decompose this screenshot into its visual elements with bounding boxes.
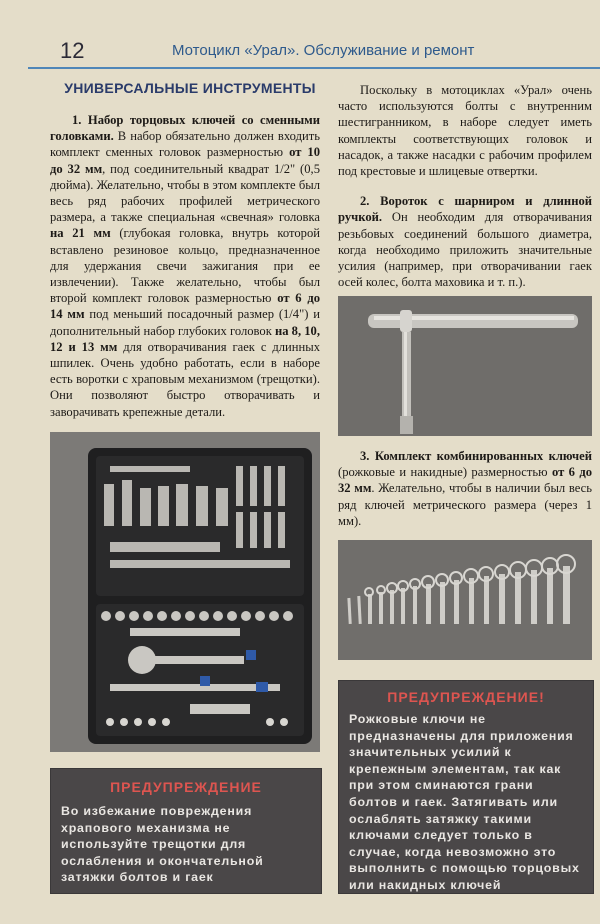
right-warning-text: Рожковые ключи не предназначены для приложения значительных усилий к крепежным элементам, так как при этом сминаются грани болтов и гаек. Затягивать или ослаблять затяжку такими ключами следует только в случае, когда невозможно это выполнить с помощью торцовых или накидных ключей: [349, 712, 580, 892]
socket-set-illustration: [50, 432, 320, 752]
header-rule: [28, 67, 600, 69]
item1-bold-d: на 8, 10, 12 и 13 мм: [50, 323, 321, 354]
item1-bold-b: на 21 мм: [50, 226, 111, 241]
breaker-bar-photo: [338, 296, 592, 436]
item1-text-e: для отворачивания гаек с длинных шпилек. Очень удобно работать, если в наборе есть воротки с храповым механизмом (трещотки). Они позволяют быстро отворачивать и заворачивать крепежные детали.: [50, 339, 321, 419]
right-column-text-item3: [338, 448, 592, 529]
item1-bold-c: от 6 до 14 мм: [50, 291, 320, 322]
item3-bold-a: от 6 до 32 мм: [338, 465, 592, 496]
socket-set-photo: [50, 432, 320, 752]
item1-text-a: В набор обязательно должен входить комплект сменных головок размерностью: [50, 129, 320, 160]
item3-text-b: . Желательно, чтобы в наличии был весь ряд ключей метрического размера (через 1 мм).: [338, 481, 592, 528]
running-title: Мотоцикл «Урал». Обслуживание и ремонт: [172, 42, 475, 59]
item1-title: 1. Набор торцовых ключей со сменными головками.: [50, 113, 320, 144]
item2-paragraph: [338, 193, 592, 290]
item3-title: 3. Комплект комбинированных ключей: [360, 449, 592, 463]
page-header: [28, 38, 600, 72]
item3-paragraph: [338, 448, 592, 529]
page-number: 12: [60, 38, 85, 63]
item2-title: 2. Вороток с шарниром и длинной ручкой.: [338, 194, 592, 225]
wrench-set-photo: [338, 540, 592, 660]
right-warning-box: [338, 680, 594, 894]
left-warning-title: ПРЕДУПРЕЖДЕНИЕ: [110, 779, 262, 795]
item1-text-b: , под соединительный квадрат 1/2" (0,5 дюйма). Желательно, чтобы в этом комплекте был весь ряд рабочих профилей метрического размера, а также специальная «свечная» головка: [50, 161, 320, 225]
item1-text-c: (глубокая головка, внутрь которой вставлено резиновое кольцо, предназначенное для удержания свечи зажигания при ее извлечении). Также желательно, чтобы был второй комплект головок размерностью: [50, 226, 320, 306]
left-warning-text: Во избежание повреждения храпового механизма не используйте трещотки для ослабления и окончательной затяжки болтов и гаек: [61, 804, 264, 885]
wrench-set-illustration: [338, 540, 592, 660]
right-warning-title: ПРЕДУПРЕЖДЕНИЕ!: [387, 689, 545, 705]
item2-text: Он необходим для отворачивания резьбовых соединений большого диаметра, когда необходимо приложить значительные усилия (например, при отворачивании гаек осей колес, болта маховика и т. п.).: [338, 210, 592, 290]
left-warning-box: [50, 768, 322, 894]
left-column-text: [50, 112, 320, 420]
right-column-text-top: [338, 82, 592, 290]
item1-text-d: под меньший посадочный размер (1/4") и дополнительный набор глубоких головок: [50, 307, 320, 338]
item3-text-a: (рожковые и накидные) размерностью: [338, 465, 552, 480]
item1-bold-a: от 10 до 32 мм: [50, 145, 321, 176]
right-intro-paragraph: Поскольку в мотоциклах «Урал» очень часто используются болты с внутренним шестигранником, в наборе следует иметь комплекты соответствующих головок и насадок, а также насадки с рабочим профилем под крестовые и шлицевые отвертки.: [338, 83, 592, 179]
item1-paragraph: [50, 112, 320, 420]
section-heading: УНИВЕРСАЛЬНЫЕ ИНСТРУМЕНТЫ: [64, 80, 316, 96]
breaker-bar-illustration: [338, 296, 592, 436]
